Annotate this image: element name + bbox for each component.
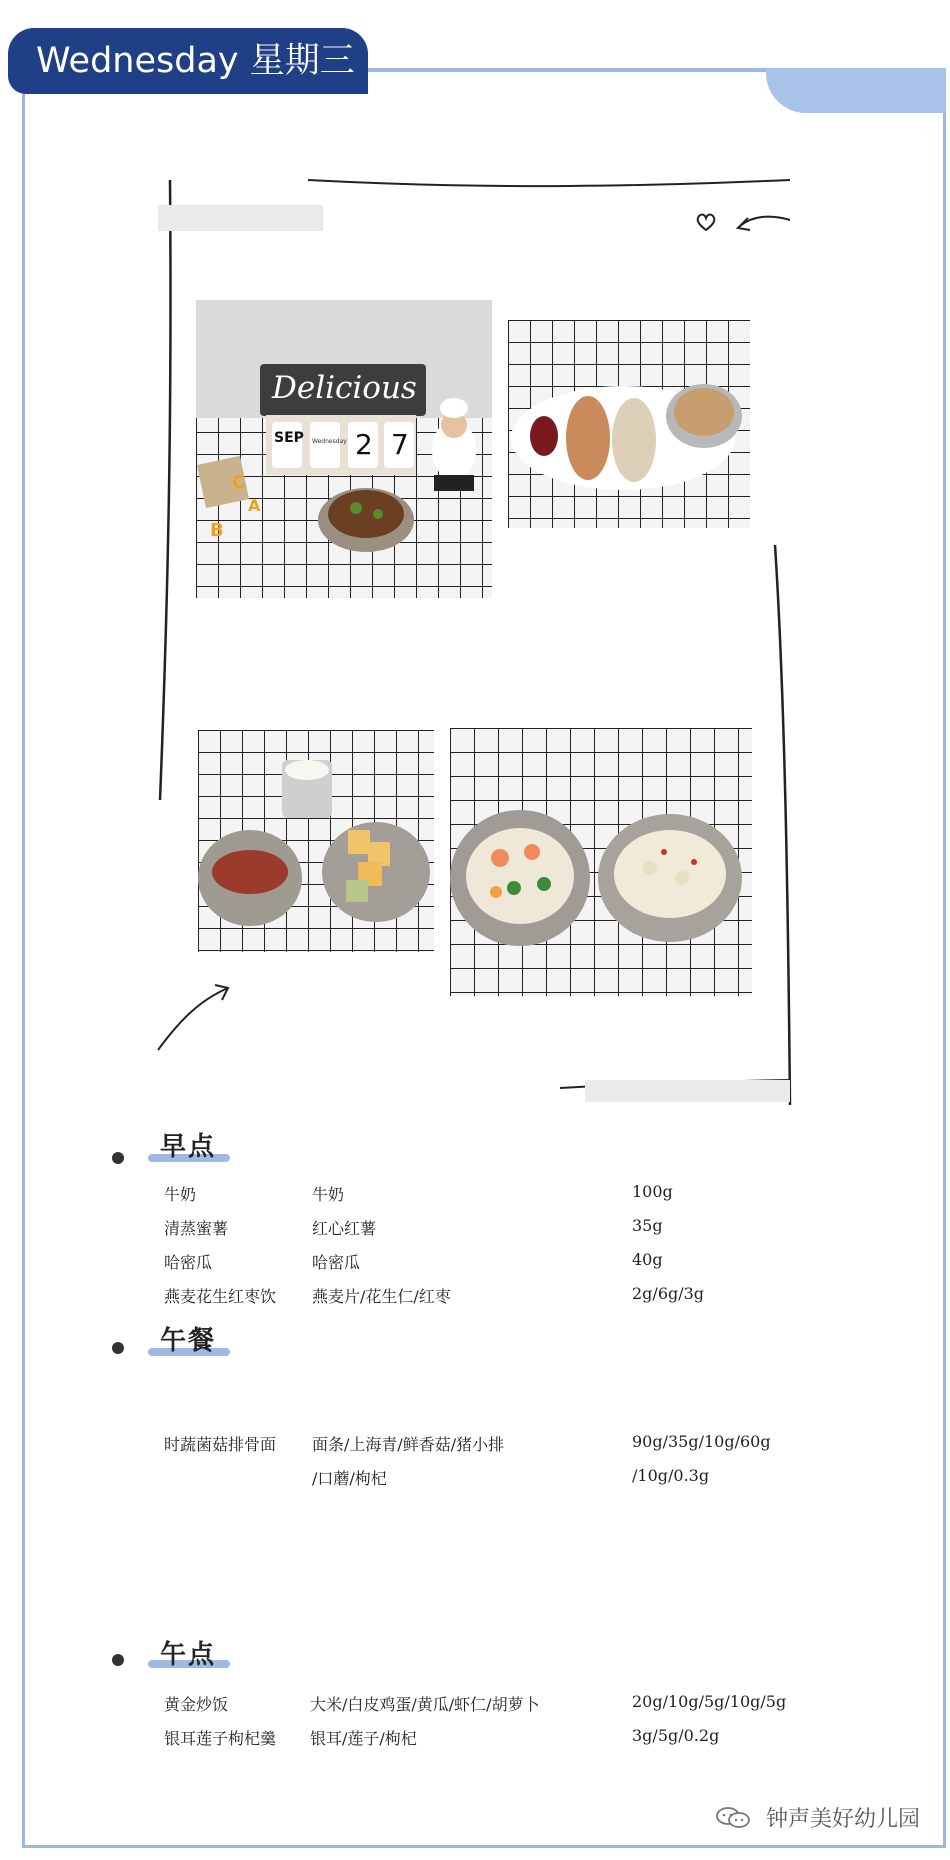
- amount: 35g: [632, 1216, 663, 1235]
- section-title: 早点: [160, 1132, 217, 1162]
- ingredients: 面条/上海青/鲜香菇/猪小排: [312, 1435, 505, 1454]
- ingredients: 燕麦片/花生仁/红枣: [312, 1287, 451, 1306]
- dish-name: 牛奶: [164, 1185, 197, 1204]
- block-letter-c: C: [232, 472, 246, 493]
- ingredients: 大米/白皮鸡蛋/黄瓜/虾仁/胡萝卜: [310, 1695, 540, 1714]
- calendar-digit-1: 2: [355, 428, 373, 461]
- block-letter-a: A: [248, 496, 261, 515]
- section-title: 午餐: [160, 1326, 217, 1356]
- wechat-icon: [715, 1806, 751, 1830]
- sign-text: Delicious: [272, 370, 417, 406]
- section-bullet: [112, 1152, 124, 1164]
- photo-breakfast-sweet-potato: [198, 730, 434, 952]
- ingredients: 牛奶: [312, 1185, 345, 1204]
- heart-icon: [694, 210, 718, 234]
- photo-lunch-noodles: [196, 300, 492, 598]
- dish-name: 时蔬菌菇排骨面: [164, 1435, 277, 1454]
- amount: 90g/35g/10g/60g: [632, 1432, 771, 1451]
- block-letter-b: B: [210, 520, 224, 541]
- section-bullet: [112, 1654, 124, 1666]
- section-bullet: [112, 1342, 124, 1354]
- ingredients: /口蘑/枸杞: [312, 1469, 387, 1488]
- calendar-weekday: Wednesday: [312, 438, 347, 445]
- day-title: Wednesday 星期三: [8, 28, 368, 94]
- photo-afternoon-snack: [450, 728, 752, 996]
- amount: 100g: [632, 1182, 673, 1201]
- section-title: 午点: [160, 1640, 217, 1670]
- amount: 3g/5g/0.2g: [632, 1726, 720, 1745]
- calendar-month: SEP: [274, 430, 304, 446]
- amount: 40g: [632, 1250, 663, 1269]
- dish-name: 清蒸蜜薯: [164, 1219, 229, 1238]
- dish-name: 燕麦花生红枣饮: [164, 1287, 277, 1306]
- dish-name: 银耳莲子枸杞羹: [164, 1729, 277, 1748]
- dish-name: 黄金炒饭: [164, 1695, 229, 1714]
- ingredients: 银耳/莲子/枸杞: [310, 1729, 417, 1748]
- amount: /10g/0.3g: [632, 1466, 710, 1485]
- ingredients: 哈密瓜: [312, 1253, 361, 1272]
- ingredients: 红心红薯: [312, 1219, 377, 1238]
- photo-breakfast-drink: [508, 320, 750, 528]
- footer-account: 钟声美好幼儿园: [765, 1807, 920, 1832]
- amount: 2g/6g/3g: [632, 1284, 705, 1303]
- calendar-digit-2: 7: [391, 428, 409, 461]
- dish-name: 哈密瓜: [164, 1253, 213, 1272]
- amount: 20g/10g/5g/10g/5g: [632, 1692, 787, 1711]
